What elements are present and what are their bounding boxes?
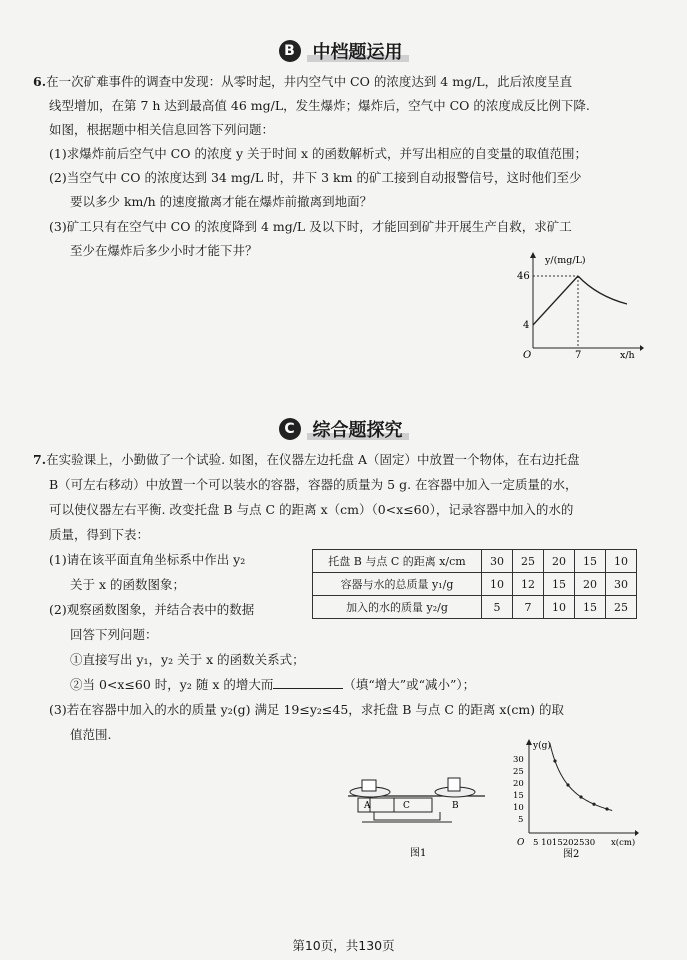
- q7-part2d-after: （填“增大”或“减小”）；: [343, 677, 476, 692]
- label-b: B: [452, 801, 459, 811]
- section-c-header: [0, 416, 687, 442]
- q6-inverse-curve: [578, 276, 627, 304]
- table-row: [313, 596, 637, 619]
- fig2-ytick-25: 25: [513, 767, 524, 777]
- section-b-header: [0, 38, 687, 64]
- table-cell: 10: [482, 573, 513, 596]
- table-cell: 15: [575, 550, 606, 573]
- fig2-x-arrow: [635, 830, 639, 836]
- fig2-ytick-15: 15: [513, 791, 524, 801]
- q6-x-arrow: [640, 345, 644, 351]
- tray-a-object: [362, 780, 376, 791]
- fig2-y-arrow: [526, 739, 532, 745]
- q7-line2: B（可左右移动）中放置一个可以装水的容器，容器的质量为 5 g. 在容器中加入一定质量的水，: [49, 477, 578, 492]
- table-cell: 15: [575, 596, 606, 619]
- answer-blank: [273, 676, 343, 689]
- fig2-points: [553, 759, 608, 810]
- q7-line3: 可以使仪器左右平衡. 改变托盘 B 与点 C 的距离 x（cm）（0<x≤60），记录容器中加入的水的: [49, 502, 574, 517]
- q7-part1a: (1)请在该平面直角坐标系中作出 y₂: [49, 552, 246, 567]
- section-b-badge: B: [279, 40, 301, 62]
- table-cell: 20: [575, 573, 606, 596]
- q7-part2d: [70, 676, 475, 694]
- table-cell: 10: [544, 596, 575, 619]
- table-row: [313, 550, 637, 573]
- data-table: [312, 549, 637, 619]
- q6-part2a: (2)当空气中 CO 的浓度达到 34 mg/L 时，井下 3 km 的矿工接到自动报警信号，这时他们至少: [49, 170, 582, 185]
- figure1-caption: 图1: [410, 848, 427, 859]
- q7-line4: 质量，得到下表：: [49, 527, 150, 542]
- table-cell: 7: [513, 596, 544, 619]
- q6-y-label: y/(mg/L): [545, 255, 586, 266]
- q6-part2b: 要以多少 km/h 的速度撤离才能在爆炸前撤离到地面？: [70, 194, 373, 209]
- table-cell: 30: [606, 573, 637, 596]
- table-cell: 25: [606, 596, 637, 619]
- fig2-point: [553, 759, 556, 762]
- table-row-label: 托盘 B 与点 C 的距离 x/cm: [313, 550, 482, 573]
- q6-line3: 如图，根据题中相关信息回答下列问题：: [49, 122, 275, 137]
- table-row-label: 容器与水的总质量 y₁/g: [313, 573, 482, 596]
- label-a: A: [364, 801, 371, 811]
- table-cell: 30: [482, 550, 513, 573]
- figure1-balance: [340, 770, 490, 860]
- table-cell: 5: [482, 596, 513, 619]
- q7-part2a: (2)观察函数图象，并结合表中的数据: [49, 602, 255, 617]
- fig2-ytick-10: 10: [513, 803, 524, 813]
- table-row-label: 加入的水的质量 y₂/g: [313, 596, 482, 619]
- q6-number: 6.: [33, 74, 47, 89]
- q7-number: 7.: [33, 452, 47, 467]
- table-cell: 12: [513, 573, 544, 596]
- section-b-title: 中档题运用: [307, 38, 409, 64]
- fig2-point: [566, 783, 569, 786]
- q6-line1: [33, 73, 572, 91]
- table-cell: 20: [544, 550, 575, 573]
- q6-part3a: (3)矿工只有在空气中 CO 的浓度降到 4 mg/L 及以下时，才能回到矿井开展生产自救，求矿工: [49, 219, 572, 234]
- fig2-origin: O: [517, 838, 525, 848]
- tray-b-container: [448, 778, 460, 791]
- section-c-badge: C: [279, 418, 301, 440]
- figure2-graph: [505, 735, 645, 860]
- q7-part3a: (3)若在容器中加入的水的质量 y₂(g) 满足 19≤y₂≤45，求托盘 B 与点 C 的距离 x(cm) 的取: [49, 702, 565, 717]
- q6-linear-segment: [533, 276, 578, 325]
- q7-part2c: ①直接写出 y₁，y₂ 关于 x 的函数关系式；: [70, 652, 305, 667]
- q7-part2b: 回答下列问题：: [70, 627, 158, 642]
- fig2-ytick-5: 5: [518, 815, 524, 825]
- q6-line2: 线型增加，在第 7 h 达到最高值 46 mg/L，发生爆炸；爆炸后，空气中 CO 的浓度成反比例下降.: [49, 98, 590, 113]
- q6-part3b: 至少在爆炸后多少小时才能下井？: [70, 243, 258, 258]
- table-row: [313, 573, 637, 596]
- q6-x-label: x/h: [620, 350, 635, 360]
- q7-part1b: 关于 x 的函数图象；: [70, 577, 185, 592]
- fig2-xticks: 5 1015202530: [533, 838, 596, 848]
- section-c-title: 综合题探究: [307, 416, 409, 442]
- q7-part3b: 值范围.: [70, 727, 112, 742]
- fig2-curve: [550, 743, 612, 811]
- fig2-point: [579, 795, 582, 798]
- balance-base: [374, 812, 440, 820]
- q7-line1: [33, 451, 580, 469]
- q7-part2d-before: ②当 0<x≤60 时，y₂ 随 x 的增大而: [70, 677, 274, 692]
- table-cell: 10: [606, 550, 637, 573]
- q6-y-arrow: [530, 252, 536, 258]
- q6-line1-text: 在一次矿难事件的调查中发现：从零时起，井内空气中 CO 的浓度达到 4 mg/L，此后浓度呈直: [46, 74, 573, 89]
- q6-origin: O: [523, 350, 532, 360]
- q7-line1-text: 在实验课上，小勤做了一个试验. 如图，在仪器左边托盘 A（固定）中放置一个物体，在右边托盘: [46, 452, 580, 467]
- fig2-ytick-20: 20: [513, 779, 524, 789]
- table-cell: 15: [544, 573, 575, 596]
- label-c: C: [403, 801, 410, 811]
- fig2-point: [605, 807, 608, 810]
- fig2-x-label: x(cm): [611, 838, 636, 848]
- q6-y46: 46: [517, 271, 530, 282]
- q6-graph: [505, 250, 645, 360]
- figure2-caption: 图2: [563, 849, 580, 860]
- fig2-y-label: y(g): [533, 741, 551, 751]
- q6-y4: 4: [523, 320, 530, 331]
- q6-x7: 7: [575, 350, 582, 360]
- table-cell: 25: [513, 550, 544, 573]
- fig2-ytick-30: 30: [513, 755, 524, 765]
- page-footer: 第10页，共130页: [292, 938, 395, 953]
- fig2-point: [592, 803, 595, 806]
- q6-part1: (1)求爆炸前后空气中 CO 的浓度 y 关于时间 x 的函数解析式，并写出相应的自变量的取值范围；: [49, 146, 587, 161]
